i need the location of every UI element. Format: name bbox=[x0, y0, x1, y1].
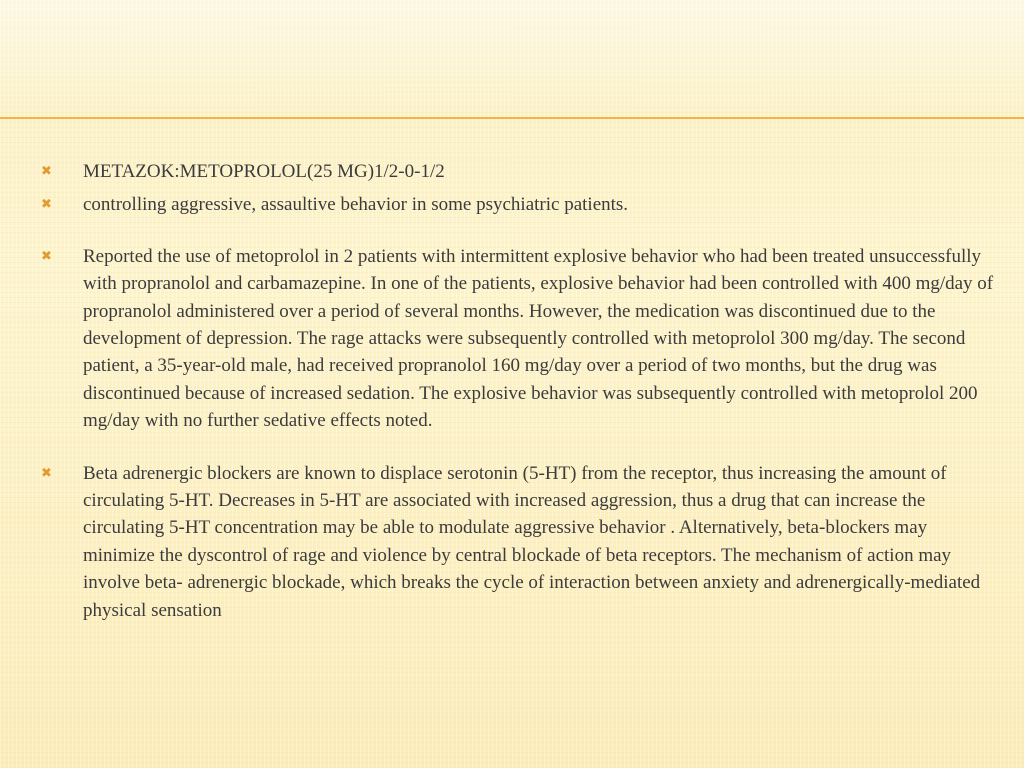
bullet-text: controlling aggressive, assaultive behavior in some psychiatric patients. bbox=[83, 194, 629, 216]
x-mark-icon: ✖ bbox=[41, 248, 52, 264]
bullet-item bbox=[0, 243, 1024, 435]
bullet-item bbox=[0, 460, 1024, 624]
title-divider bbox=[0, 117, 1024, 119]
bullet-text: Reported the use of metoprolol in 2 patients with intermittent explosive behavior who had been treated unsuccessfully with propranolol and carbamazepine. In one of the patients, explosive behavior had been controlled with 400 mg/day of propranolol administered over a period of several months. However, the medication was discontinued due to the development of depression. The rage attacks were subsequently controlled with metoprolol 300 mg/day. The second patient, a 35-year-old male, had received propranolol 160 mg/day over a period of two months, but the drug was discontinued because of increased sedation. The explosive behavior was subsequently controlled with metoprolol 200 mg/day with no further sedative effects noted. bbox=[83, 245, 994, 432]
x-mark-icon: ✖ bbox=[41, 197, 52, 213]
slide-body bbox=[0, 158, 1024, 624]
bullet-item bbox=[0, 191, 1024, 218]
x-mark-icon: ✖ bbox=[41, 465, 52, 481]
x-mark-icon: ✖ bbox=[41, 164, 52, 179]
bullet-item bbox=[0, 158, 1024, 185]
bullet-text: METAZOK:METOPROLOL(25 MG)1/2-0-1/2 bbox=[83, 161, 445, 182]
bullet-text: Beta adrenergic blockers are known to displace serotonin (5-HT) from the receptor, thus increasing the amount of circulating 5-HT. Decreases in 5-HT are associated with increased aggression, thus a drug that can increase the circulating 5-HT concentration may be able to modulate aggressive behavior . Alternatively, beta-blockers may minimize the dyscontrol of rage and violence by central blockade of beta receptors. The mechanism of action may involve beta- adrenergic blockade, which breaks the cycle of interaction between anxiety and adrenergically-mediated physical sensation bbox=[83, 462, 981, 621]
